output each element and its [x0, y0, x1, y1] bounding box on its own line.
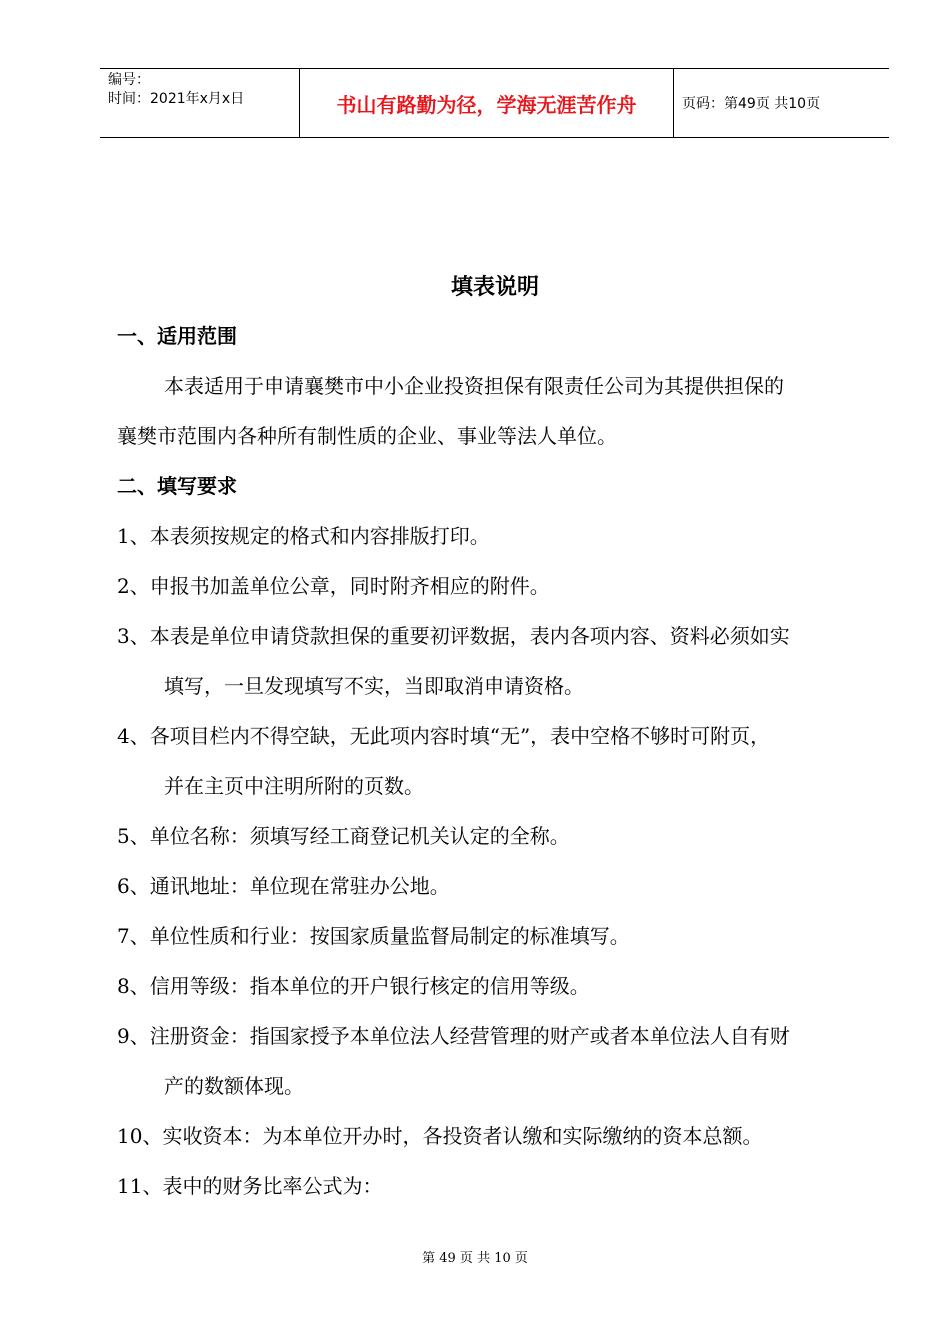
page-header	[100, 68, 889, 138]
header-motto: 书山有路勤为径，学海无涯苦作舟	[300, 69, 674, 137]
list-item-10: 10、实收资本：为本单位开办时，各投资者认缴和实际缴纳的资本总额。	[117, 1124, 763, 1148]
list-item-9-line1: 9、注册资金：指国家授予本单位法人经营管理的财产或者本单位法人自有财	[117, 1024, 790, 1048]
page-footer: 第 49 页 共 10 页	[422, 1251, 528, 1266]
list-item-4-line1: 4、各项目栏内不得空缺，无此项内容时填“无”，表中空格不够时可附页，	[117, 724, 771, 748]
section-heading-requirements: 二、填写要求	[117, 474, 237, 498]
list-item-2: 2、申报书加盖单位公章，同时附齐相应的附件。	[117, 574, 550, 598]
scope-paragraph-line1: 本表适用于申请襄樊市中小企业投资担保有限责任公司为其提供担保的	[164, 374, 784, 398]
header-page-info: 页码：第49页 共10页	[682, 96, 821, 112]
list-item-3-line2: 填写，一旦发现填写不实，当即取消申请资格。	[164, 674, 584, 698]
document-title: 填表说明	[450, 275, 539, 300]
number-label: 编号：	[108, 72, 150, 88]
list-item-9-line2: 产的数额体现。	[164, 1074, 304, 1098]
list-item-11: 11、表中的财务比率公式为：	[117, 1174, 383, 1198]
header-meta	[100, 69, 300, 137]
list-item-4-line2: 并在主页中注明所附的页数。	[164, 774, 424, 798]
time-label: 时间：2021年x月x日	[108, 91, 245, 107]
list-item-1: 1、本表须按规定的格式和内容排版打印。	[117, 524, 490, 548]
list-item-7: 7、单位性质和行业：按国家质量监督局制定的标准填写。	[117, 924, 630, 948]
section-heading-scope: 一、适用范围	[117, 324, 237, 348]
list-item-5: 5、单位名称：须填写经工商登记机关认定的全称。	[117, 824, 570, 848]
list-item-8: 8、信用等级：指本单位的开户银行核定的信用等级。	[117, 974, 590, 998]
list-item-6: 6、通讯地址：单位现在常驻办公地。	[117, 874, 450, 898]
list-item-3-line1: 3、本表是单位申请贷款担保的重要初评数据，表内各项内容、资料必须如实	[117, 624, 790, 648]
scope-paragraph-line2: 襄樊市范围内各种所有制性质的企业、事业等法人单位。	[117, 424, 617, 448]
